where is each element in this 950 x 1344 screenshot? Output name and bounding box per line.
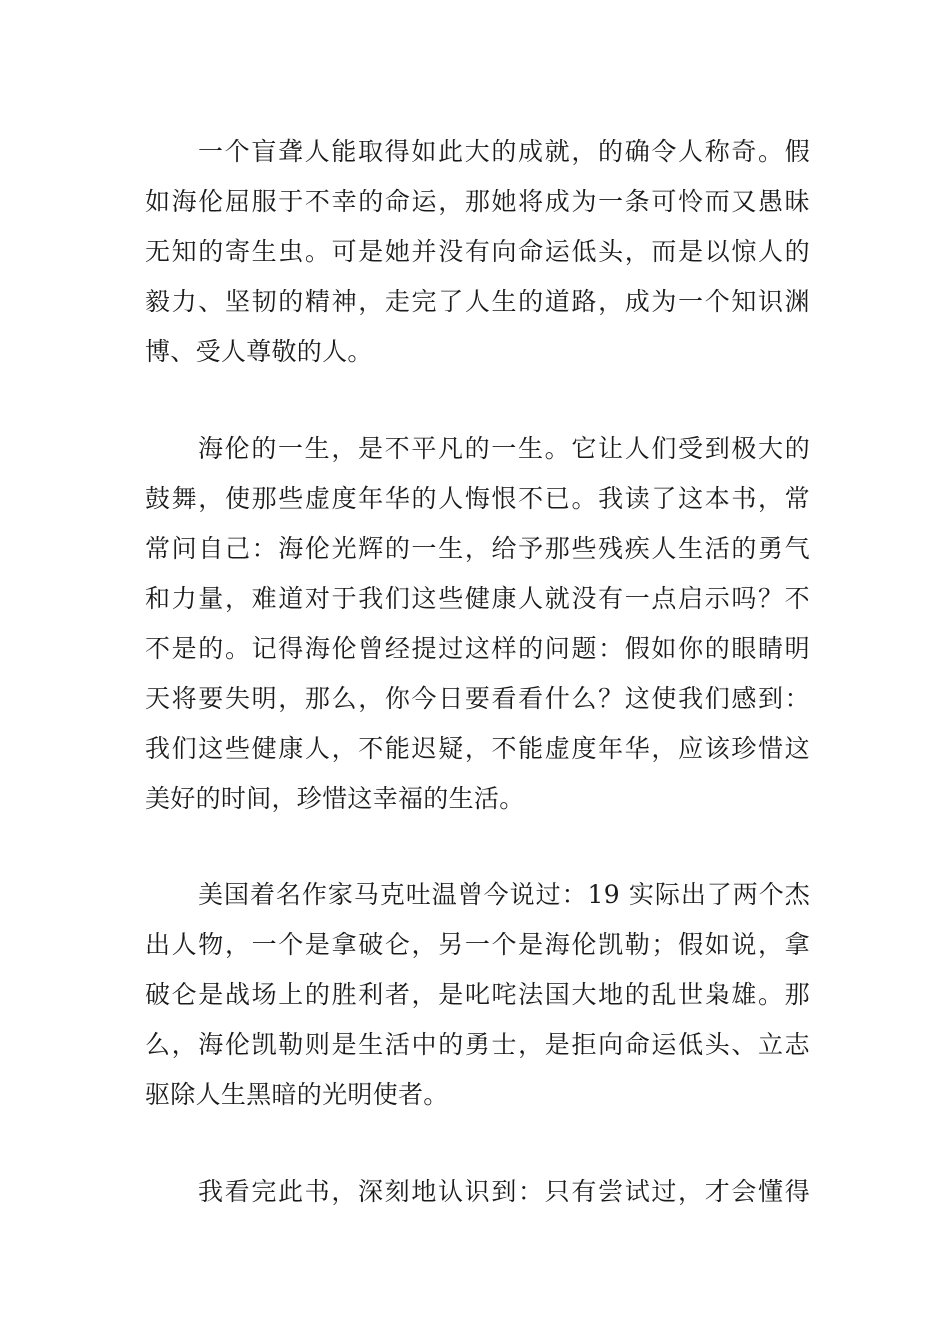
paragraph-line: 出人物，一个是拿破仑，另一个是海伦凯勒；假如说，拿	[145, 930, 810, 959]
paragraph-line: 不是的。记得海伦曾经提过这样的问题：假如你的眼睛明	[145, 634, 810, 663]
paragraph-line: 博、受人尊敬的人。	[145, 337, 373, 366]
paragraph-line: 和力量，难道对于我们这些健康人就没有一点启示吗？不	[145, 584, 810, 613]
paragraph-3	[145, 870, 810, 1120]
paragraph-line: 我看完此书，深刻地认识到：只有尝试过，才会懂得	[198, 1177, 810, 1206]
paragraph-line: 无知的寄生虫。可是她并没有向命运低头，而是以惊人的	[145, 237, 810, 266]
paragraph-line: 破仑是战场上的胜利者，是叱咤法国大地的乱世枭雄。那	[145, 980, 810, 1009]
paragraph-line: 鼓舞，使那些虚度年华的人悔恨不已。我读了这本书，常	[145, 484, 810, 513]
paragraph-line: 如海伦屈服于不幸的命运，那她将成为一条可怜而又愚昧	[145, 187, 810, 216]
paragraph-2	[145, 424, 810, 824]
paragraph-line: 天将要失明，那么，你今日要看看什么？这使我们感到：	[145, 684, 810, 713]
paragraph-line: 毅力、坚韧的精神，走完了人生的道路，成为一个知识渊	[145, 287, 810, 316]
paragraph-line: 美国着名作家马克吐温曾今说过：19 实际出了两个杰	[198, 880, 810, 909]
paragraph-line: 我们这些健康人，不能迟疑，不能虚度年华，应该珍惜这	[145, 734, 810, 763]
paragraph-line: 驱除人生黑暗的光明使者。	[145, 1080, 449, 1109]
paragraph-4	[145, 1167, 810, 1217]
paragraph-line: 美好的时间，珍惜这幸福的生活。	[145, 784, 525, 813]
paragraph-line: 海伦的一生，是不平凡的一生。它让人们受到极大的	[198, 434, 810, 463]
paragraph-1	[145, 127, 810, 377]
paragraph-line: 么，海伦凯勒则是生活中的勇士，是拒向命运低头、立志	[145, 1030, 810, 1059]
paragraph-line: 一个盲聋人能取得如此大的成就，的确令人称奇。假	[198, 137, 810, 166]
paragraph-line: 常问自己：海伦光辉的一生，给予那些残疾人生活的勇气	[145, 534, 810, 563]
